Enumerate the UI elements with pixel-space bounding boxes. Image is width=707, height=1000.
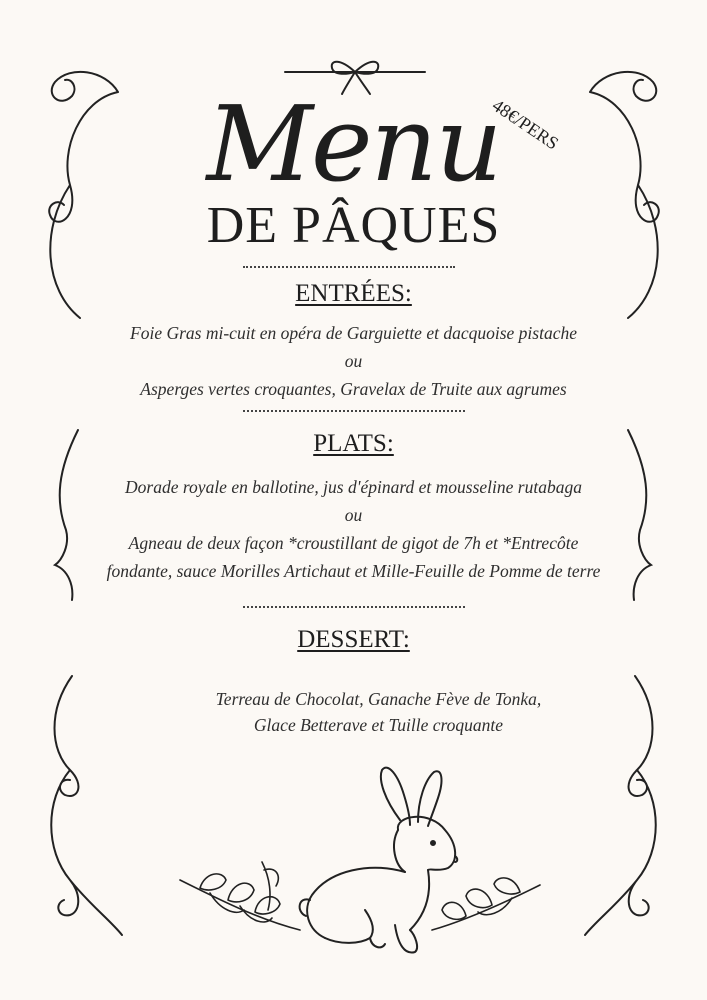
entree-separator: ou xyxy=(344,351,363,371)
dotted-divider xyxy=(243,606,465,608)
bunny-illustration xyxy=(300,768,458,953)
menu-subtitle: DE PÂQUES xyxy=(206,197,501,254)
dessert-line-1: Terreau de Chocolat, Ganache Fève de Tonka, xyxy=(215,689,542,709)
menu-title: Menu xyxy=(206,83,501,205)
dessert-line-2: Glace Betterave et Tuille croquante xyxy=(253,715,504,735)
section-heading-entrees: ENTRÉES: xyxy=(295,280,412,307)
section-heading-dessert: DESSERT: xyxy=(297,626,410,653)
section-heading-plats: PLATS: xyxy=(313,430,394,457)
entree-option-2: Asperges vertes croquantes, Gravelax de Truite aux agrumes xyxy=(140,379,567,399)
leaf-branch-icon xyxy=(432,878,540,930)
price-label: 48€/PERS xyxy=(488,95,563,154)
plat-option-2-line-2: fondante, sauce Morilles Artichaut et Mille-Feuille de Pomme de terre xyxy=(106,561,601,581)
dotted-divider xyxy=(243,410,465,412)
dotted-divider xyxy=(243,266,455,268)
plat-option-2-line-1: Agneau de deux façon *croustillant de gigot de 7h et *Entrecôte xyxy=(128,533,579,553)
leaf-branch-icon xyxy=(180,862,300,930)
plat-separator: ou xyxy=(344,505,363,525)
plat-option-1: Dorade royale en ballotine, jus d'épinard et mousseline rutabaga xyxy=(125,477,582,497)
entree-option-1: Foie Gras mi-cuit en opéra de Garguiette et dacquoise pistache xyxy=(130,323,577,343)
